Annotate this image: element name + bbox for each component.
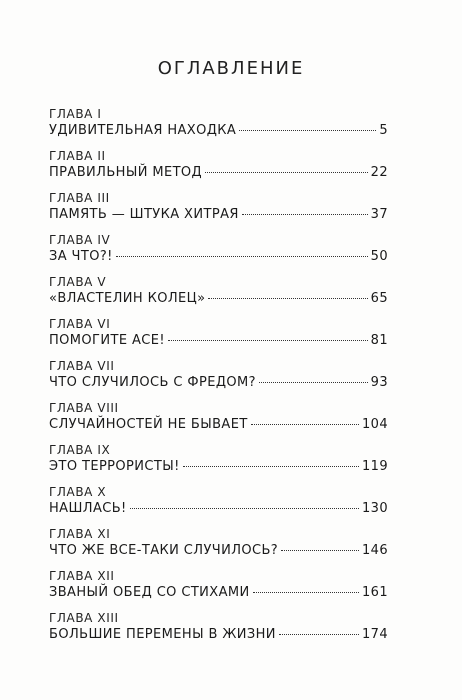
dot-leader	[208, 298, 367, 299]
toc-entry	[49, 359, 388, 401]
chapter-line	[49, 333, 388, 349]
table-of-contents	[49, 107, 388, 653]
page-number: 50	[370, 249, 388, 264]
chapter-number: ГЛАВА VI	[49, 317, 111, 331]
dot-leader	[168, 340, 368, 341]
toc-entry	[49, 191, 388, 233]
toc-entry	[49, 107, 388, 149]
toc-entry	[49, 485, 388, 527]
dot-leader	[259, 382, 368, 383]
chapter-line	[49, 165, 388, 181]
toc-entry	[49, 275, 388, 317]
chapter-number: ГЛАВА I	[49, 107, 102, 121]
chapter-title: УДИВИТЕЛЬНАЯ НАХОДКА	[49, 123, 237, 138]
chapter-title: ЭТО ТЕРРОРИСТЫ!	[49, 459, 180, 474]
chapter-number: ГЛАВА V	[49, 275, 107, 289]
chapter-title: ЗА ЧТО?!	[49, 249, 113, 264]
page-number: 65	[370, 291, 388, 306]
chapter-title: НАШЛАСЬ!	[49, 501, 127, 516]
page-number: 146	[361, 543, 388, 558]
page-number: 81	[370, 333, 388, 348]
chapter-title: ПАМЯТЬ — ШТУКА ХИТРАЯ	[49, 207, 239, 222]
chapter-line	[49, 501, 388, 517]
page-number: 161	[361, 585, 388, 600]
chapter-line	[49, 249, 388, 265]
chapter-title: ЧТО СЛУЧИЛОСЬ С ФРЕДОМ?	[49, 375, 256, 390]
dot-leader	[281, 550, 359, 551]
chapter-line	[49, 585, 388, 601]
dot-leader	[239, 130, 376, 131]
page-number: 104	[361, 417, 388, 432]
page-number: 22	[370, 165, 388, 180]
toc-entry	[49, 401, 388, 443]
toc-entry	[49, 443, 388, 485]
toc-entry	[49, 569, 388, 611]
chapter-number: ГЛАВА III	[49, 191, 110, 205]
chapter-number: ГЛАВА XII	[49, 569, 115, 583]
chapter-number: ГЛАВА VII	[49, 359, 115, 373]
chapter-line	[49, 627, 388, 643]
dot-leader	[279, 634, 359, 635]
chapter-number: ГЛАВА IV	[49, 233, 111, 247]
chapter-title: БОЛЬШИЕ ПЕРЕМЕНЫ В ЖИЗНИ	[49, 627, 276, 642]
chapter-number: ГЛАВА IX	[49, 443, 111, 457]
dot-leader	[242, 214, 368, 215]
page-number: 5	[379, 123, 388, 138]
dot-leader	[205, 172, 368, 173]
toc-entry	[49, 527, 388, 569]
chapter-number: ГЛАВА XI	[49, 527, 111, 541]
chapter-title: ПРАВИЛЬНЫЙ МЕТОД	[49, 165, 203, 180]
dot-leader	[130, 508, 359, 509]
toc-entry	[49, 611, 388, 653]
chapter-number: ГЛАВА X	[49, 485, 107, 499]
chapter-line	[49, 459, 388, 475]
chapter-line	[49, 417, 388, 433]
dot-leader	[183, 466, 359, 467]
chapter-line	[49, 207, 388, 223]
chapter-title: ПОМОГИТЕ АСЕ!	[49, 333, 165, 348]
dot-leader	[116, 256, 368, 257]
dot-leader	[251, 424, 359, 425]
chapter-title: ЧТО ЖЕ ВСЕ-ТАКИ СЛУЧИЛОСЬ?	[49, 543, 279, 558]
chapter-number: ГЛАВА XIII	[49, 611, 119, 625]
chapter-line	[49, 543, 388, 559]
toc-entry	[49, 149, 388, 191]
chapter-number: ГЛАВА VIII	[49, 401, 119, 415]
page-number: 119	[361, 459, 388, 474]
chapter-title: ЗВАНЫЙ ОБЕД СО СТИХАМИ	[49, 585, 250, 600]
page-number: 37	[370, 207, 388, 222]
dot-leader	[253, 592, 359, 593]
chapter-number: ГЛАВА II	[49, 149, 106, 163]
page-number: 130	[361, 501, 388, 516]
toc-entry	[49, 317, 388, 359]
chapter-line	[49, 375, 388, 391]
chapter-title: СЛУЧАЙНОСТЕЙ НЕ БЫВАЕТ	[49, 417, 248, 432]
chapter-line	[49, 123, 388, 139]
page-number: 174	[361, 627, 388, 642]
toc-entry	[49, 233, 388, 275]
chapter-line	[49, 291, 388, 307]
page-title: ОГЛАВЛЕНИЕ	[157, 58, 305, 79]
page-number: 93	[370, 375, 388, 390]
chapter-title: «ВЛАСТЕЛИН КОЛЕЦ»	[49, 291, 206, 306]
